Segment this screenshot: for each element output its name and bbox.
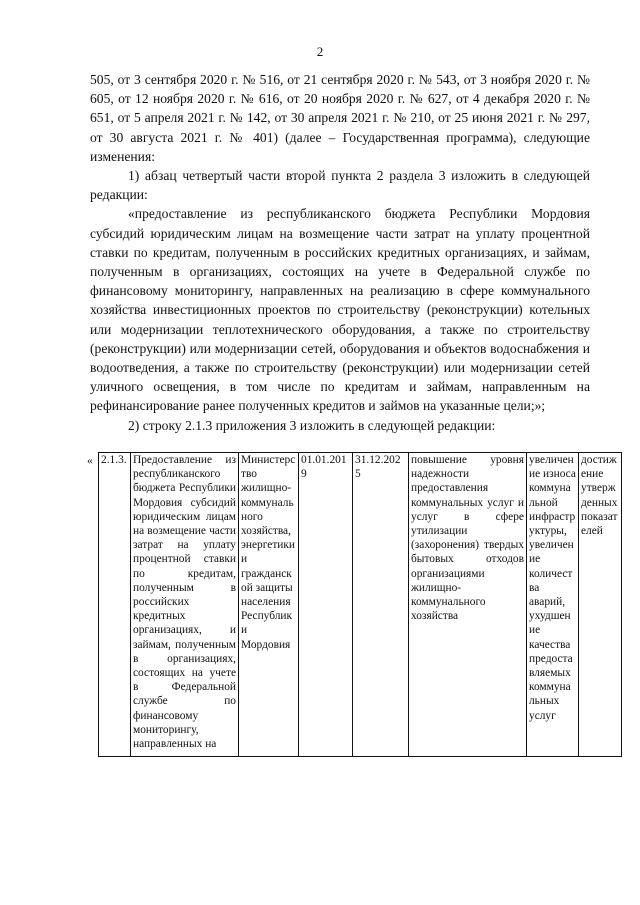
consequences-cell: увеличение износа коммунальной инфраструктуры, увеличение количества аварий, ухудшение качества предоставляемых коммунальных услуг	[527, 453, 579, 757]
paragraph-item-1: 1) абзац четвертый части второй пункта 2 раздела 3 изложить в следующей редакции:	[90, 168, 590, 203]
expected-result-cell: повышение уровня надежности предоставления коммунальных услуг и услуг в сфере утилизации (захоронения) твердых бытовых отходов организациями жилищно-коммунального хозяйства	[409, 453, 527, 757]
table-row	[99, 453, 622, 757]
row-number-cell: 2.1.3.	[99, 453, 131, 757]
paragraph-continuation: 505, от 3 сентября 2020 г. № 516, от 21 сентября 2020 г. № 543, от 3 ноября 2020 г. № 605, от 12 ноября 2020 г. № 616, от 20 ноября 2020 г. № 627, от 4 декабря 2020 г. № 651, от 5 апреля 2021 г. № 142, от 30 апреля 2021 г. № 210, от 25 июня 2021 г. № 297, от 30 августа 2021 г. № 401) (далее – Государственная программа), следующие изменения:	[90, 72, 590, 164]
page-number: 2	[316, 44, 324, 59]
executor-cell: Министерство жилищно-коммунального хозяйства, энергетики и гражданской защиты населения Республики Мордовия	[239, 453, 299, 757]
indicators-cell: достижение утвержденных показателей	[579, 453, 622, 757]
opening-quote-mark: «	[87, 455, 93, 467]
measure-cell: Предоставление из республиканского бюджета Республики Мордовия субсидий юридическим лицам на возмещение части затрат на уплату процентной ставки по кредитам, полученным в российских кредитных организациях, и займам, полученным в организациях, состоящих на учете в Федеральной службе по финансовому мониторингу, направленных на	[131, 453, 239, 757]
body-text	[90, 70, 590, 435]
amendment-table	[98, 452, 622, 757]
paragraph-quoted-text: «предоставление из республиканского бюджета Республики Мордовия субсидий юридическим лицам на возмещение части затрат на уплату процентной ставки по кредитам, полученным в российских кредитных организациях, и займам, полученным в организациях, состоящих на учете в Федеральной службе по финансовому мониторингу, направленных на реализацию в сфере коммунального хозяйства инвестиционных проектов по строительству (реконструкции) котельных или модернизации теплотехнического оборудования, а также по строительству (реконструкции) или модернизации сетей, оборудования и объектов водоснабжения и водоотведения, а также по строительству (реконструкции) или модернизации сетей уличного освещения, в том числе по кредитам и займам, направленным на рефинансирование ранее полученных кредитов и займов на указанные цели;»;	[90, 206, 590, 414]
end-date-cell: 31.12.2025	[353, 453, 409, 757]
start-date-cell: 01.01.2019	[299, 453, 353, 757]
paragraph-item-2: 2) строку 2.1.3 приложения 3 изложить в следующей редакции:	[128, 417, 496, 433]
